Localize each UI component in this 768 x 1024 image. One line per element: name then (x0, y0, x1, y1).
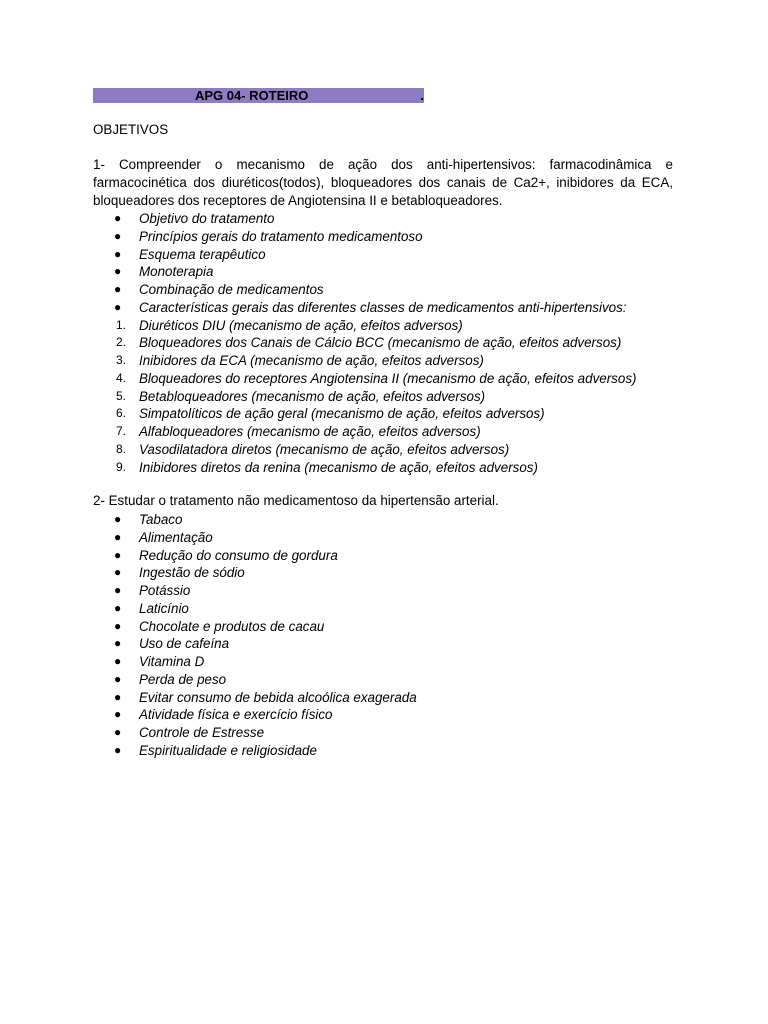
list-item (93, 742, 693, 760)
list-item-text: Perda de peso (139, 671, 227, 687)
list-item (93, 600, 693, 618)
objectives-heading: OBJETIVOS (93, 122, 169, 137)
list-item (93, 635, 693, 653)
list-item (93, 263, 693, 281)
bullet-icon: ● (114, 689, 122, 704)
list-item (93, 724, 693, 742)
list-item (93, 299, 693, 317)
list-item-text: Uso de cafeína (139, 636, 230, 652)
list-item (93, 618, 693, 636)
bullet-icon: ● (114, 512, 122, 526)
list-item (93, 370, 693, 388)
list-item (93, 547, 693, 565)
bullet-icon: ● (114, 725, 122, 739)
list-item (93, 228, 693, 246)
bullet-icon: ● (114, 671, 122, 686)
list-number: 3. (116, 353, 127, 367)
list-item-text: Combinação de medicamentos (139, 282, 324, 297)
list-number: 6. (116, 406, 127, 421)
list-item-text: Vitamina D (139, 654, 205, 669)
list-item (93, 405, 693, 423)
list-item-text: Controle de Estresse (139, 725, 265, 740)
list-item (93, 388, 693, 406)
list-item (93, 281, 693, 299)
list-item-text: Vasodilatadora diretos (mecanismo de ação, efeitos adversos) (139, 441, 510, 457)
bullet-icon: ● (114, 654, 122, 668)
list-item (93, 653, 693, 671)
list-item (93, 671, 693, 689)
list-item-text: Inibidores da ECA (mecanismo de ação, efeitos adversos) (139, 353, 484, 368)
list-item-text: Objetivo do tratamento (139, 211, 275, 226)
list-item (93, 582, 693, 600)
list-item-text: Ingestão de sódio (139, 565, 245, 581)
list-item-text: Redução do consumo de gordura (139, 547, 338, 563)
bullet-icon: ● (114, 547, 122, 562)
list-item-text: Espiritualidade e religiosidade (139, 742, 317, 758)
list-item-text: Tabaco (139, 512, 183, 527)
objective-2-list (93, 511, 693, 760)
list-item (93, 210, 693, 228)
document-title: APG 04- ROTEIRO (195, 88, 309, 103)
list-item-text: Bloqueadores dos Canais de Cálcio BCC (mecanismo de ação, efeitos adversos) (139, 335, 622, 351)
list-item-text: Betabloqueadores (mecanismo de ação, efeitos adversos) (139, 388, 486, 404)
list-item (93, 334, 693, 352)
list-number: 1. (116, 317, 127, 332)
bullet-icon: ● (114, 707, 122, 722)
bullet-icon: ● (114, 565, 122, 580)
bullet-icon: ● (114, 618, 122, 633)
list-item-text: Características gerais das diferentes classes de medicamentos anti-hipertensivos: (139, 299, 627, 315)
list-item-text: Potássio (139, 583, 191, 598)
list-item-text: Esquema terapêutico (139, 246, 266, 262)
bullet-icon: ● (114, 583, 122, 597)
bullet-icon: ● (114, 211, 122, 225)
list-item-text: Laticínio (139, 600, 189, 616)
objective-1-intro: 1- Compreender o mecanismo de ação dos anti-hipertensivos: farmacodinâmica e farmacocinética dos diuréticos(todos), bloqueadores dos canais de Ca2+, inibidores da ECA, bloqueadores dos receptores de Angiotensina II e betabloqueadores. (93, 157, 673, 208)
list-item-text: Evitar consumo de bebida alcoólica exagerada (139, 689, 417, 705)
bullet-icon: ● (114, 228, 122, 243)
bullet-icon: ● (114, 264, 122, 279)
list-item-text: Monoterapia (139, 264, 214, 280)
list-item-text: Alfabloqueadores (mecanismo de ação, efeitos adversos) (139, 424, 481, 439)
list-item (93, 689, 693, 707)
list-number: 2. (116, 335, 127, 350)
bullet-icon: ● (114, 600, 122, 615)
list-item (93, 423, 693, 441)
list-item (93, 511, 693, 529)
bullet-icon: ● (114, 246, 122, 261)
list-item-text: Atividade física e exercício físico (139, 707, 333, 723)
list-number: 7. (116, 424, 127, 438)
title-bar (93, 88, 424, 103)
list-item-text: Bloqueadores do receptores Angiotensina II (mecanismo de ação, efeitos adversos) (139, 370, 637, 386)
list-item (93, 564, 693, 582)
bullet-icon: ● (114, 636, 122, 651)
list-number: 9. (116, 459, 127, 474)
list-number: 4. (116, 370, 127, 385)
list-item (93, 441, 693, 459)
list-number: 8. (116, 441, 127, 456)
bullet-icon: ● (114, 282, 122, 296)
title-trailing-dot: . (420, 88, 424, 103)
objective-1-list (93, 210, 693, 476)
list-item-text: Diuréticos DIU (mecanismo de ação, efeitos adversos) (139, 317, 463, 333)
list-item-text: Inibidores diretos da renina (mecanismo de ação, efeitos adversos) (139, 459, 538, 475)
list-item-text: Simpatolíticos de ação geral (mecanismo de ação, efeitos adversos) (139, 406, 545, 422)
list-number: 5. (116, 388, 127, 403)
bullet-icon: ● (114, 299, 122, 314)
list-item (93, 352, 693, 370)
list-item-text: Alimentação (139, 529, 213, 545)
list-item (93, 246, 693, 264)
list-item-text: Chocolate e produtos de cacau (139, 618, 325, 634)
objective-2-intro: 2- Estudar o tratamento não medicamentoso da hipertensão arterial. (93, 493, 499, 508)
list-item-text: Princípios gerais do tratamento medicamentoso (139, 228, 423, 244)
bullet-icon: ● (114, 529, 122, 544)
list-item (93, 459, 693, 477)
list-item (93, 529, 693, 547)
list-item (93, 317, 693, 335)
bullet-icon: ● (114, 742, 122, 757)
list-item (93, 706, 693, 724)
